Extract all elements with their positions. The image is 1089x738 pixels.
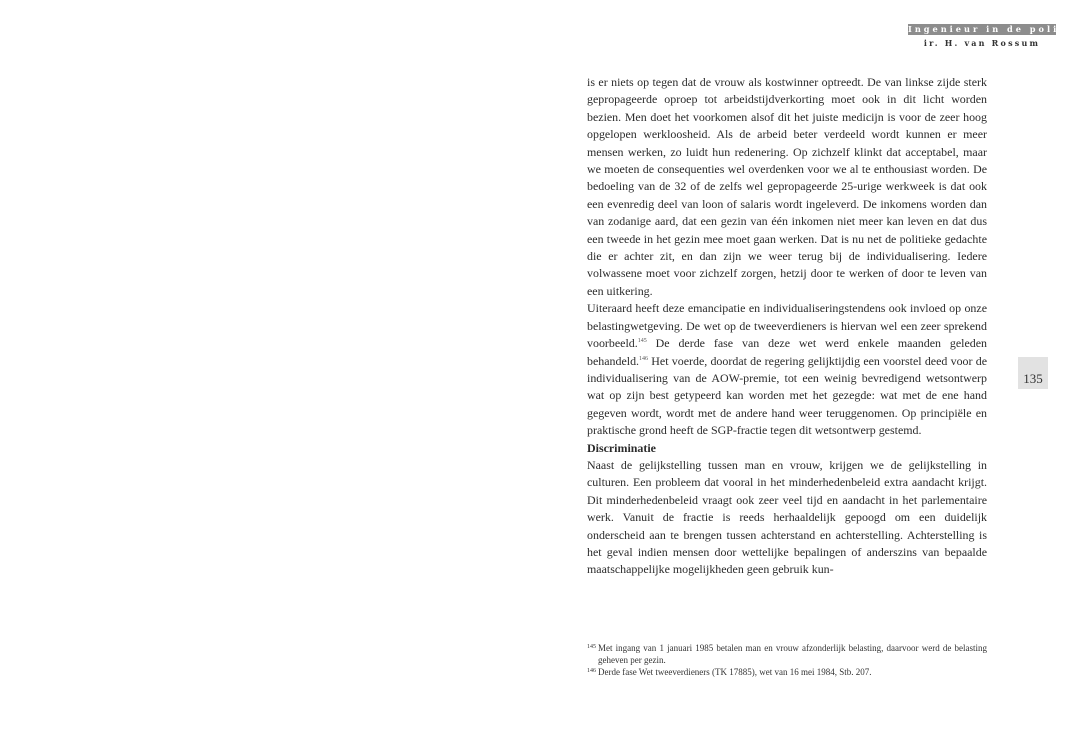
footnotes xyxy=(587,642,987,679)
paragraph-2-part-c: Het voerde, doordat de regering gelijktijdig een voorstel deed voor de individualisering van de AOW-premie, tot een weinig bevredigend wetsontwerp wat op zijn best getypeerd kan worden met het gezegde: wat met de ene hand gegeven wordt, wordt met de andere hand weer teruggenomen. Op principiële en praktische grond heeft de SGP-fractie tegen dit wetsontwerp gestemd. xyxy=(587,353,987,438)
book-title: Ingenieur in de politiek xyxy=(908,24,1089,34)
footnote-text: Met ingang van 1 januari 1985 betalen man en vrouw afzonderlijk belasting, daarvoor werd de belasting geheven per gezin. xyxy=(598,643,987,666)
footnote-ref-145: 145 xyxy=(637,338,647,345)
paragraph-2-part-b: De derde fase van deze wet werd enkele maanden geleden behandeld. xyxy=(587,336,987,368)
footnote-number: 145 xyxy=(587,644,596,650)
footnote xyxy=(587,666,987,678)
footnote-text: Derde fase Wet tweeverdieners (TK 17885), wet van 16 mei 1984, Stb. 207. xyxy=(598,667,872,678)
paragraph-2-part-a: Uiteraard heeft deze emancipatie en individualiseringstendens ook invloed op onze belastingwetgeving. De wet op de tweeverdieners is hiervan wel een zeer sprekend voorbeeld. xyxy=(587,301,987,351)
running-header xyxy=(908,24,1089,48)
page-number-tab xyxy=(1018,357,1048,389)
footnote-ref-146: 146 xyxy=(639,355,649,362)
paragraph-3: Naast de gelijkstelling tussen man en vrouw, krijgen we de gelijkstelling in culturen. Een probleem dat vooral in het minderhedenbeleid extra aandacht krijgt. Dit minderhedenbeleid vraagt ook zeer veel tijd en aandacht in het parlementaire werk. Vanuit de fractie is reeds herhaaldelijk gepoogd om een duidelijk onderscheid aan te brengen tussen achterstand en achterstelling. Achterstelling is het geval indien mensen door wettelijke bepalingen of anderszins van bepaalde maatschappelijke mogelijkheden geen gebruik kun- xyxy=(587,457,987,577)
section-heading: Discriminatie xyxy=(587,440,656,455)
footnote-number: 146 xyxy=(587,668,596,675)
footnote xyxy=(587,642,987,666)
body-text xyxy=(587,74,987,579)
paragraph-2 xyxy=(587,300,987,439)
book-author: ir. H. van Rossum xyxy=(923,38,1041,48)
paragraph-1: is er niets op tegen dat de vrouw als kostwinner optreedt. De van linkse zijde sterk gepropageerde oproep tot arbeidstijdverkorting moet ook in dit licht worden bezien. Men doet het voorkomen alsof dit het juiste medicijn is voor de zeer hoog opgelopen werkloosheid. Als de arbeid beter verdeeld wordt kunnen er meer mensen werken, zo luidt hun redenering. Op zichzelf klinkt dat acceptabel, maar we moeten de consequenties wel overdenken voor we al te enthousiast worden. De bedoeling van de 32 of de zelfs wel gepropageerde 25-urige werkweek is dat ook een evenredig deel van loon of salaris wordt ingeleverd. De inkomens worden dan van zodanige aard, dat een gezin van één inkomen niet meer kan leven en dat dus een tweede in het gezin mee moet gaan werken. Dat is nu net de politieke gedachte die er achter zit, en dan zijn we weer terug bij de individualisering. Iedere volwassene moet voor zichzelf zorgen, hetzij door te werken of door te leven van een uitkering. xyxy=(587,75,987,298)
page-number: 135 xyxy=(1023,371,1043,386)
